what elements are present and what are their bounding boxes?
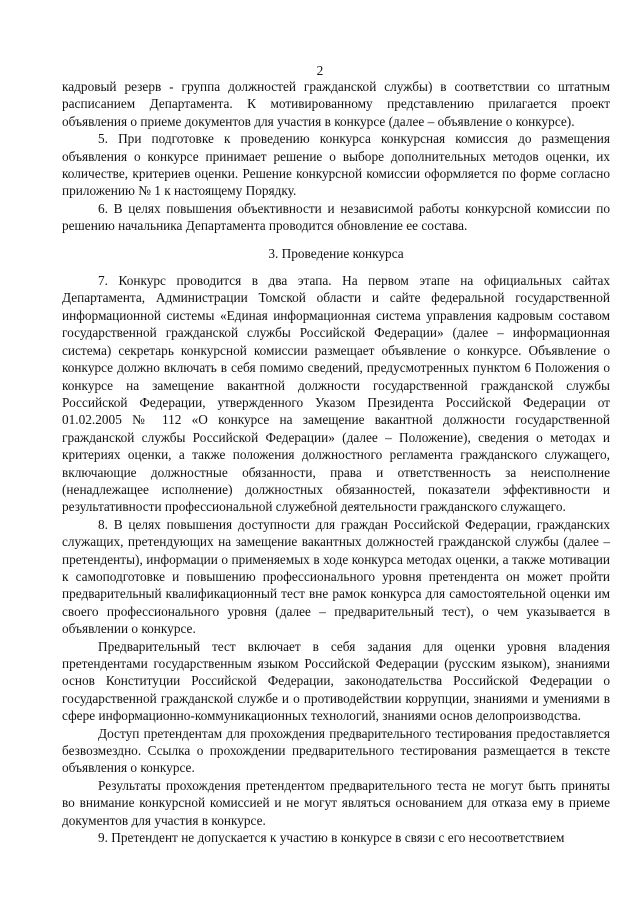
paragraph-9: 9. Претендент не допускается к участию в конкурсе в связи с его несоответствием xyxy=(98,830,565,846)
paragraph-7: 7. Конкурс проводится в два этапа. На первом этапе на официальных сайтах Департамента, Администрации Томской области и сайте федеральной государственной информационной системы «Единая информационная система управления кадровым составом государственной гражданской службы Российской Федерации» (далее – информационная система) секретарь конкурсной комиссии размещает объявление о конкурсе. Объявление о конкурсе должно включать в себя помимо сведений, предусмотренных пунктом 6 Положения о конкурсе на замещение вакантной должности государственной гражданской службы Российской Федерации, утвержденного Указом Президента Российской Федерации от 01.02.2005 № 112 «О конкурсе на замещение вакантной должности государственной гражданской службы Российской Федерации» (далее – Положение), сведения о методах и критериях оценки, а также положения должностного регламента гражданского служащего, включающие должностные обязанности, права и ответственность за неисполнение (ненадлежащее исполнение) должностных обязанностей, показатели эффективности и результативности профессиональной служебной деятельности гражданского служащего. xyxy=(62,273,610,515)
paragraph-8: 8. В целях повышения доступности для граждан Российской Федерации, гражданских служащих, претендующих на замещение вакантных должностей гражданской службы (далее – претенденты), информации о применяемых в ходе конкурса методах оценки, а также мотивации к самоподготовке и повышению профессионального уровня претендента он может пройти предварительный квалификационный тест вне рамок конкурса для самостоятельной оценки им своего профессионального уровня (далее – предварительный тест), о чем указывается в объявлении о конкурсе. xyxy=(62,516,610,637)
paragraph-8-access: Доступ претендентам для прохождения предварительного тестирования предоставляется безвозмездно. Ссылка о прохождении предварительного тестирования размещается в тексте объявления о конкурсе. xyxy=(62,725,610,776)
page-number: 2 xyxy=(316,63,324,78)
paragraph-6: 6. В целях повышения объективности и независимой работы конкурсной комиссии по решению начальника Департамента проводится обновление ее состава. xyxy=(62,200,610,234)
paragraph-8-preliminary-test: Предварительный тест включает в себя задания для оценки уровня владения претендентами государственным языком Российской Федерации (русским языком), знаниями основ Конституции Российской Федерации, законодательства Российской Федерации о государственной гражданской службе и о противодействии коррупции, знаниями и умениями в сфере информационно-коммуникационных технологий, знаниями основ делопроизводства. xyxy=(62,638,610,724)
paragraph-continuation: кадровый резерв - группа должностей гражданской службы) в соответствии со штатным расписанием Департамента. К мотивированному представлению прилагается проект объявления о приеме документов для участия в конкурсе (далее – объявление о конкурсе). xyxy=(62,79,610,129)
section-heading: 3. Проведение конкурса xyxy=(268,245,404,261)
document-body xyxy=(62,78,610,846)
paragraph-8-results: Результаты прохождения претендентом предварительного теста не могут быть приняты во внимание конкурсной комиссией и не могут являться основанием для отказа ему в приеме документов для участия в конкурсе. xyxy=(62,777,610,828)
paragraph-5: 5. При подготовке к проведению конкурса конкурсная комиссия до размещения объявления о конкурсе принимает решение о выборе дополнительных методов оценки, их количестве, критериев оценки. Решение конкурсной комиссии оформляется по форме согласно приложению № 1 к настоящему Порядку. xyxy=(62,131,610,199)
